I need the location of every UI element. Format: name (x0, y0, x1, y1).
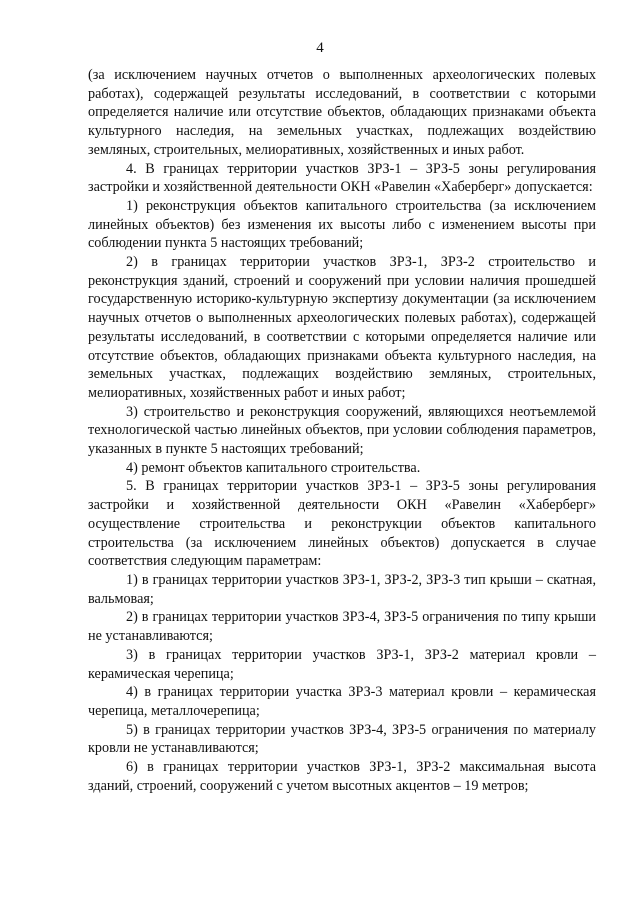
paragraph-subitem-4-4: 4) ремонт объектов капитального строительства. (126, 459, 421, 476)
paragraph-item-4: 4. В границах территории участков ЗРЗ-1 – ЗРЗ-5 зоны регулирования застройки и хозяйственной деятельности ОКН «Равелин «Хаберберг» допускается: (88, 160, 596, 196)
paragraph-subitem-5-4: 4) в границах территории участка ЗРЗ-3 материал кровли – керамическая черепица, металлочерепица; (88, 684, 596, 719)
paragraph-subitem-5-6: 6) в границах территории участков ЗРЗ-1, ЗРЗ-2 максимальная высота зданий, строений, сооружений с учетом высотных акцентов – 19 метров; (88, 759, 596, 794)
paragraph-subitem-4-1: 1) реконструкция объектов капитального строительства (за исключением линейных объектов) без изменения их высоты либо с изменением высоты при соблюдении пункта 5 настоящих требований; (88, 197, 596, 252)
paragraph-continuation: (за исключением научных отчетов о выполненных археологических полевых работах), содержащей результаты исследований, в соответствии с которыми определяется наличие или отсутствие объектов, обладающих признаками объекта культурного наследия, на земельных участках, подлежащих воздействию земляных, строительных, мелиоративных, хозяйственных и иных работ. (88, 67, 596, 158)
page-number: 4 (316, 40, 324, 56)
paragraph-subitem-5-2: 2) в границах территории участков ЗРЗ-4, ЗРЗ-5 ограничения по типу крыши не устанавливаются; (88, 609, 596, 645)
paragraph-subitem-5-5: 5) в границах территории участков ЗРЗ-4, ЗРЗ-5 ограничения по материалу кровли не устанавливаются; (88, 721, 596, 757)
paragraph-subitem-5-1: 1) в границах территории участков ЗРЗ-1, ЗРЗ-2, ЗРЗ-3 тип крыши – скатная, вальмовая; (88, 571, 596, 607)
paragraph-subitem-5-3: 3) в границах территории участков ЗРЗ-1, ЗРЗ-2 материал кровли – керамическая черепица; (88, 646, 596, 682)
paragraph-subitem-4-2: 2) в границах территории участков ЗРЗ-1, ЗРЗ-2 строительство и реконструкция зданий, строений и сооружений при условии наличия прошедшей государственную историко-культурную экспертизу документации (за исключением научных отчетов о выполненных археологических полевых работах), содержащей результаты исследований, в соответствии с которыми определяется наличие или отсутствие объектов, обладающих признаками объекта культурного наследия, на земельных участках, подлежащих воздействию земляных, строительных, мелиоративных, хозяйственных работ и иных работ; (88, 254, 596, 401)
paragraph-subitem-4-3: 3) строительство и реконструкция сооружений, являющихся неотъемлемой технологической частью линейных объектов, при условии соблюдения параметров, указанных в пункте 5 настоящих требований; (88, 403, 596, 458)
document-body (88, 66, 596, 795)
paragraph-item-5: 5. В границах территории участков ЗРЗ-1 – ЗРЗ-5 зоны регулирования застройки и хозяйственной деятельности ОКН «Равелин «Хаберберг» осуществление строительства и реконструкции объектов капитального строительства (за исключением линейных объектов) допускается в случае соответствия следующим параметрам: (88, 478, 596, 570)
